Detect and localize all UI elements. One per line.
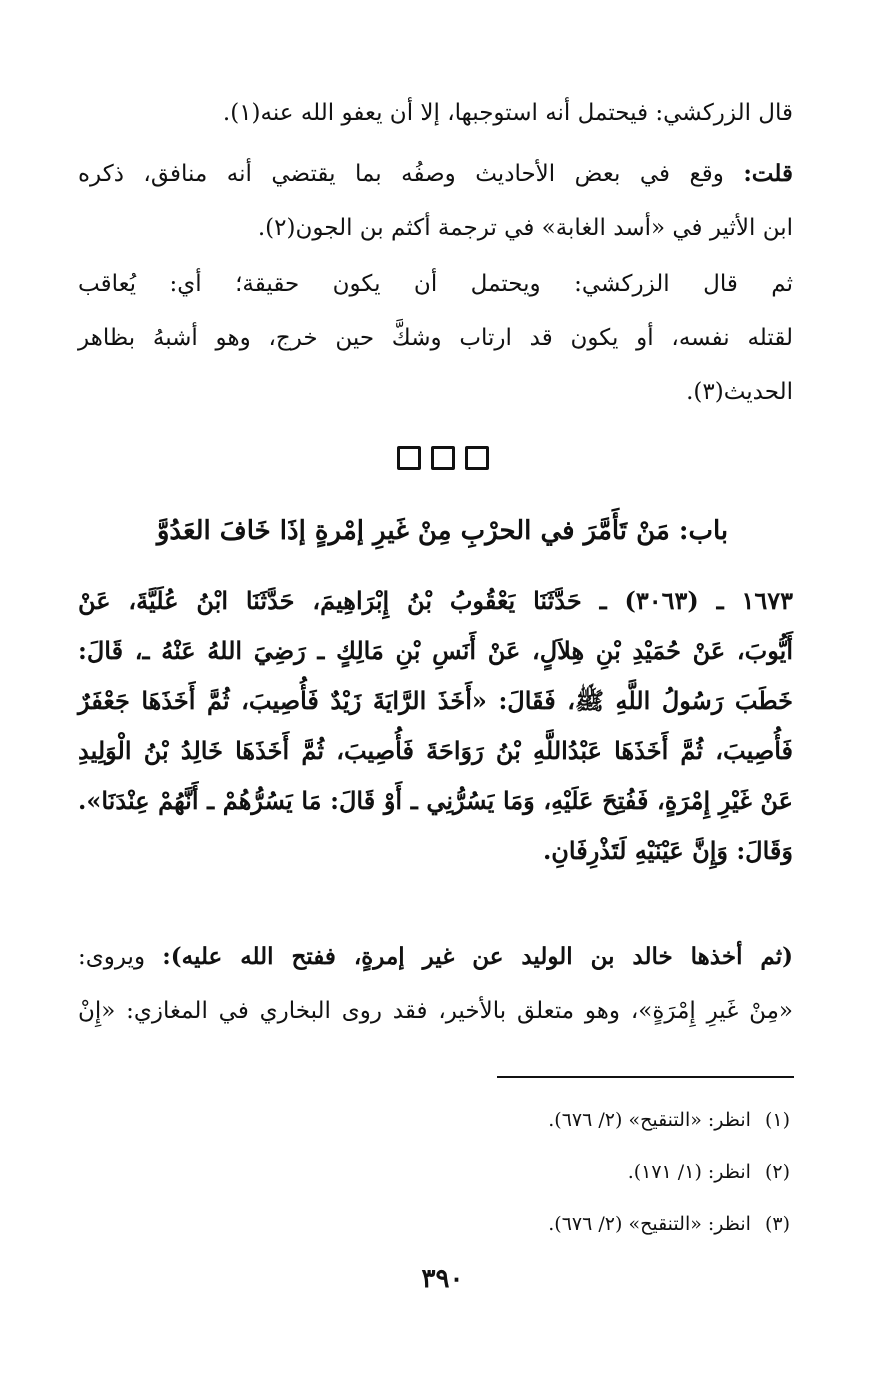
- footnote-text: انظر: (١/ ١٧١).: [627, 1161, 751, 1183]
- hadith-line: فَأُصِيبَ، ثُمَّ أَخَذَهَا عَبْدُاللَّهِ بْنُ رَوَاحَةَ فَأُصِيبَ، ثُمَّ أَخَذَهَا خَالِدُ بْنُ الْوَلِيدِ: [78, 736, 793, 765]
- text-line: ثم قال الزركشي: ويحتمل أن يكون حقيقة؛ أي: يُعاقب: [78, 271, 793, 297]
- text-line: «مِنْ غَيرِ إِمْرَةٍ»، وهو متعلق بالأخير، فقد روى البخاري في المغازي: «إِنْ: [78, 998, 793, 1024]
- commentary-quote: (ثم أخذها خالد بن الوليد عن غير إمرةٍ، ففتح الله عليه):: [162, 943, 793, 970]
- hadith-line: عَنْ غَيْرِ إِمْرَةٍ، فَفُتِحَ عَلَيْهِ، وَمَا يَسُرُّنِي ـ أَوْ قَالَ: مَا يَسُرُّهُمْ ـ أَنَّهُمْ عِنْدَنَا».: [78, 786, 793, 815]
- page-number: ٣٩٠: [421, 1264, 464, 1294]
- commentary-paragraph: [78, 930, 793, 1038]
- qultu-label: قلت:: [743, 160, 793, 187]
- chapter-heading: [0, 516, 885, 546]
- footnote-text: انظر: «التنقيح» (٢/ ٦٧٦).: [548, 1213, 751, 1235]
- text-line: الحديث(٣).: [686, 379, 793, 405]
- square-ornament-icon: [397, 446, 421, 470]
- square-ornament-icon: [465, 446, 489, 470]
- paragraph-zarkashi-2: [78, 257, 793, 419]
- footnote-number: (٢): [764, 1161, 790, 1183]
- hadith-line: ١٦٧٣ ـ (٣٠٦٣) ـ حَدَّثَنَا يَعْقُوبُ بْنُ إِبْرَاهِيمَ، حَدَّثَنَا ابْنُ عُلَيَّةَ، عَنْ: [78, 586, 793, 615]
- footnote-text: انظر: «التنقيح» (٢/ ٦٧٦).: [548, 1109, 751, 1131]
- footnote-item: [548, 1198, 790, 1250]
- text-line: لقتله نفسه، أو يكون قد ارتاب وشكَّ حين خرج، وهو أشبهُ بظاهر: [78, 325, 793, 351]
- text-line: [78, 147, 793, 201]
- footnote-number: (١): [764, 1109, 790, 1131]
- text-line: ابن الأثير في «أسد الغابة» في ترجمة أكثم بن الجون(٢).: [257, 215, 793, 241]
- text-line-body: وقع في بعض الأحاديث وصفُه بما يقتضي أنه منافق، ذكره: [78, 161, 724, 187]
- chapter-title: مَنْ تَأَمَّرَ في الحرْبِ مِنْ غَيرِ إمْرةٍ إذَا خَافَ العَدُوَّ: [156, 516, 670, 546]
- hadith-line: وَقَالَ: وَإِنَّ عَيْنَيْهِ لَتَذْرِفَانِ.: [542, 836, 793, 865]
- hadith-text: [78, 576, 793, 876]
- paragraph-zarkashi-1: [78, 86, 793, 140]
- footnote-item: [548, 1094, 790, 1146]
- footnote-separator: [497, 1076, 794, 1078]
- paragraph-qultu: [78, 147, 793, 255]
- footnote-item: [548, 1146, 790, 1198]
- hadith-line: خَطَبَ رَسُولُ اللَّهِ ﷺ، فَقَالَ: «أَخَذَ الرَّايَةَ زَيْدٌ فَأُصِيبَ، ثُمَّ أَخَذَهَا جَعْفَرٌ: [78, 686, 793, 715]
- text-line: قال الزركشي: فيحتمل أنه استوجبها، إلا أن يعفو الله عنه(١).: [222, 100, 793, 126]
- chapter-label: باب:: [678, 516, 729, 546]
- square-ornament-icon: [431, 446, 455, 470]
- text-line: [78, 930, 793, 984]
- hadith-line: أَيُّوبَ، عَنْ حُمَيْدِ بْنِ هِلاَلٍ، عَنْ أَنَسِ بْنِ مَالِكٍ ـ رَضِيَ اللهُ عَنْهُ ـ، قَالَ:: [78, 636, 793, 665]
- footnotes: [548, 1094, 790, 1250]
- section-divider: [0, 446, 885, 474]
- commentary-text: ويروى:: [78, 944, 146, 970]
- footnote-number: (٣): [764, 1213, 790, 1235]
